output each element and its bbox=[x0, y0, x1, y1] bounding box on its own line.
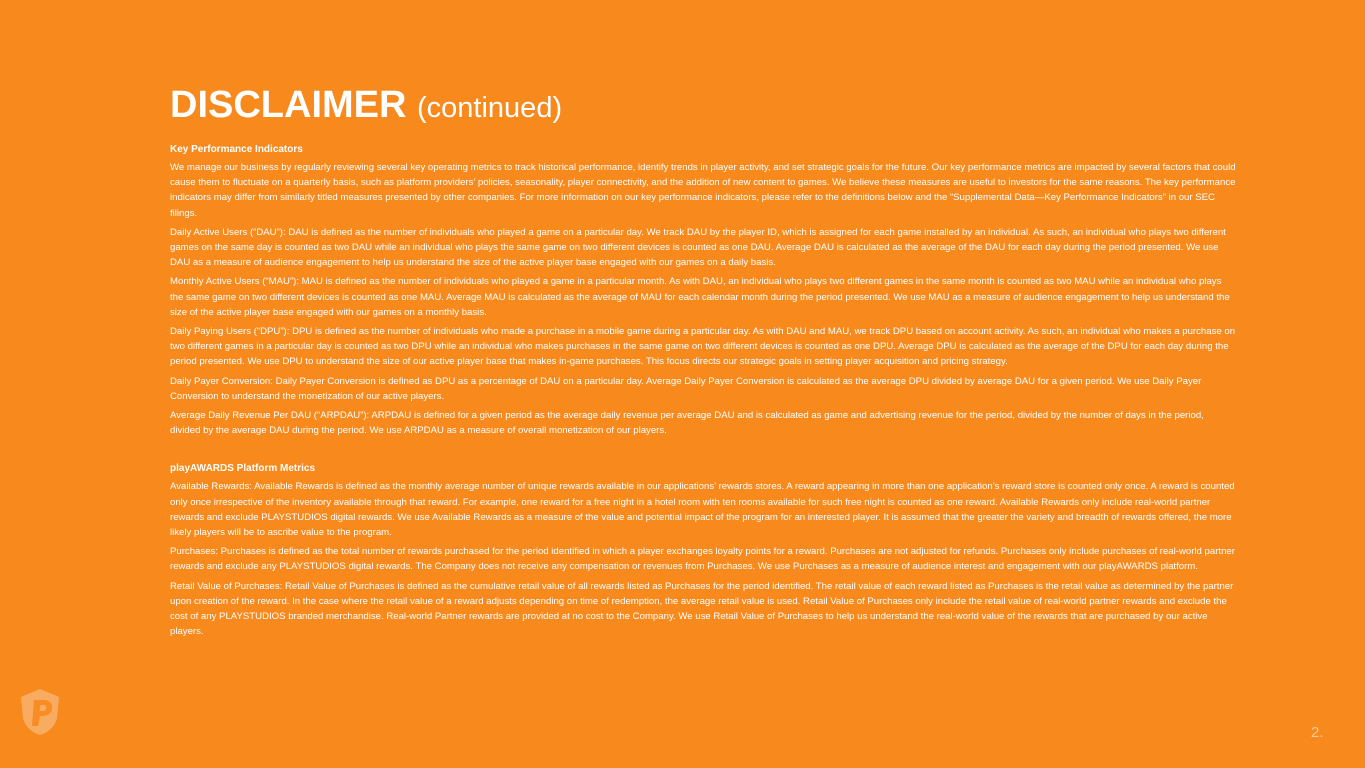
daily-payer-conversion-definition: Daily Payer Conversion: Daily Payer Conversion is defined as DPU as a percentage of DAU on a particular day. Average Daily Payer Conversion is calculated as the average DPU divided by average DAU for a given period. We use Daily Payer Conversion to understand the monetization of our active players. bbox=[170, 375, 1202, 402]
page-title-main: DISCLAIMER bbox=[170, 84, 407, 126]
retail-value-definition: Retail Value of Purchases: Retail Value of Purchases is defined as the cumulative retail value of all rewards listed as Purchases for the period identified. The retail value of each reward listed as Purchases is the retail value as determined by the partner upon creation of the reward. In the case where the retail value of a reward adjusts depending on time of redemption, the average retail value is used. Retail Value of Purchases only include the retail value of real-world partner rewards and exclude the cost of any PLAYSTUDIOS branded merchandise. Real-world Partner rewards are provided at no cost to the Company. We use Retail Value of Purchases to help us understand the real-world value of the rewards that are purchased by our active players. bbox=[170, 580, 1234, 638]
kpi-intro-paragraph: We manage our business by regularly reviewing several key operating metrics to track historical performance, identify trends in player activity, and set strategic goals for the future. Our key performance metrics are impacted by several factors that could cause them to fluctuate on a quarterly basis, such as platform providers’ policies, seasonality, player connectivity, and the addition of new content to games. We believe these measures are useful to investors for the same reasons. The key performance indicators may differ from similarly titled measures presented by other companies. For more information on our key performance indicators, please refer to the definitions below and the “Supplemental Data—Key Performance Indicators” in our SEC filings. bbox=[170, 162, 1236, 219]
playstudios-shield-logo-icon bbox=[19, 688, 61, 736]
arpdau-definition: Average Daily Revenue Per DAU (“ARPDAU”): ARPDAU is defined for a given period as the average daily revenue per average DAU and is calculated as game and advertising revenue for the period, divided by the number of days in the period, divided by the average DAU during the period. We use ARPDAU as a measure of overall monetization of our players. bbox=[170, 410, 1204, 437]
available-rewards-definition: Available Rewards: Available Rewards is defined as the monthly average number of unique rewards available in our applications’ rewards stores. A reward appearing in more than one application’s reward store is counted only once. A reward is counted only once irrespective of the inventory available through that reward. For example, one reward for a free night in a hotel room with ten rooms available for such free night is counted as one reward. Available Rewards only include real-world partner rewards and exclude PLAYSTUDIOS digital rewards. We use Available Rewards as a measure of the value and potential impact of the program for an interested player. It is assumed that the greater the variety and breadth of rewards offered, the more likely players will be to ascribe value to the program. bbox=[170, 481, 1235, 539]
mau-definition: Monthly Active Users (“MAU”): MAU is defined as the number of individuals who played a game in a particular month. As with DAU, an individual who plays two different games in the same month is counted as two MAU while an individual who plays the same game on two different devices is counted as one MAU. Average MAU is calculated as the average of MAU for each calendar month during the period presented. We use MAU as a measure of audience engagement to help us understand the size of the active player base engaged with our games on a monthly basis. bbox=[170, 276, 1230, 318]
disclaimer-body bbox=[170, 142, 1236, 643]
purchases-definition: Purchases: Purchases is defined as the total number of rewards purchased for the period identified in which a player exchanges loyalty points for a reward. Purchases are not adjusted for refunds. Purchases only include purchases of real-world partner rewards and exclude any PLAYSTUDIOS digital rewards. The Company does not receive any compensation or revenues from Purchases. We use Purchases as a measure of audience interest and engagement with our playAWARDS platform. bbox=[170, 546, 1235, 573]
section-spacer bbox=[170, 442, 1236, 461]
dau-definition: Daily Active Users (“DAU”): DAU is defined as the number of individuals who played a game on a particular day. We track DAU by the player ID, which is assigned for each game installed by an individual. As such, an individual who plays two different games on the same day is counted as two DAU while an individual who plays the same game on two different devices is counted as one DAU. Average DAU is calculated as the average of the DAU for each day during the period presented. We use DAU as a measure of audience engagement to help us understand the size of the active player base engaged with our games on a daily basis. bbox=[170, 226, 1226, 269]
page-number: 2. bbox=[1311, 724, 1324, 741]
page-title bbox=[170, 80, 562, 133]
kpi-heading: Key Performance Indicators bbox=[170, 144, 303, 155]
page-title-subtitle: (continued) bbox=[417, 92, 563, 124]
dpu-definition: Daily Paying Users (“DPU”): DPU is defined as the number of individuals who made a purchase in a mobile game during a particular day. As with DAU and MAU, we track DPU based on account activity. As such, an individual who makes a purchase on two different games in a particular day is counted as two DPU while an individual who makes purchases in the same game on two different devices is counted as one DPU. Average DPU is calculated as the average of the DPU for each day during the period presented. We use DPU to understand the size of our active player base that makes in-game purchases. This focus directs our strategic goals in setting player acquisition and pricing strategy. bbox=[170, 326, 1236, 368]
playawards-heading: playAWARDS Platform Metrics bbox=[170, 463, 316, 475]
